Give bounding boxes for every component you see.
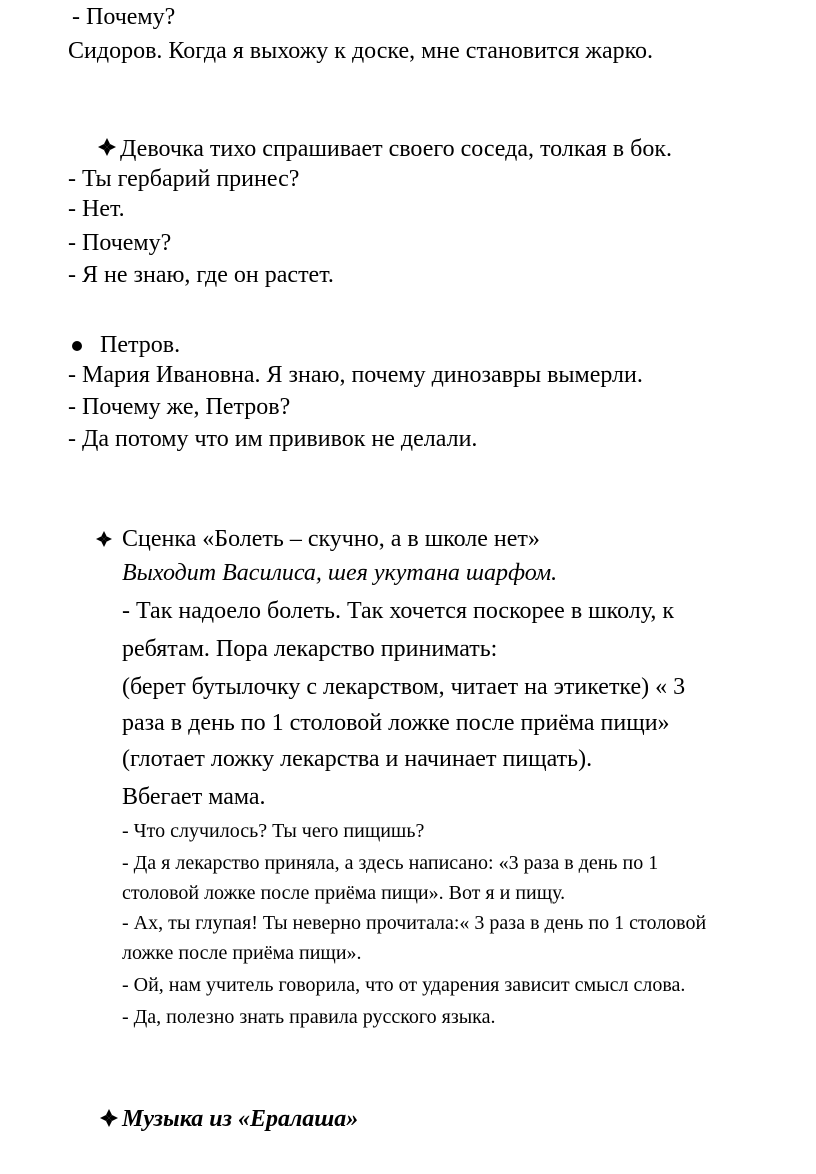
round-bullet-icon [72, 341, 82, 351]
dialogue-line-small: - Да, полезно знать правила русского языка. [122, 1006, 496, 1028]
diamond-bullet-icon [96, 531, 112, 547]
scene-heading: Петров. [100, 332, 181, 358]
stage-direction: Выходит Василиса, шея укутана шарфом. [122, 560, 558, 586]
dialogue-line: - Так надоело болеть. Так хочется поскорее в школу, к [122, 598, 674, 624]
dialogue-line: ребятам. Пора лекарство принимать: [122, 636, 498, 662]
dialogue-line-small: столовой ложке после приёма пищи». Вот я и пищу. [122, 882, 566, 904]
dialogue-line-small: - Что случилось? Ты чего пищишь? [122, 820, 425, 842]
dialogue-line: - Почему? [68, 230, 172, 256]
dialogue-line: - Я не знаю, где он растет. [68, 262, 334, 288]
dialogue-line: - Почему же, Петров? [68, 394, 291, 420]
dialogue-line-small: - Ой, нам учитель говорила, что от ударения зависит смысл слова. [122, 974, 686, 996]
dialogue-line: Сидоров. Когда я выхожу к доске, мне становится жарко. [68, 38, 654, 64]
scene-heading: Музыка из «Ералаша» [122, 1106, 359, 1132]
dialogue-line: (берет бутылочку с лекарством, читает на этикетке) « 3 [122, 674, 686, 700]
diamond-bullet-icon [100, 1109, 118, 1127]
dialogue-line-small: ложке после приёма пищи». [122, 942, 362, 964]
dialogue-line: - Нет. [68, 196, 125, 222]
dialogue-line-small: - Да я лекарство приняла, а здесь написано: «3 раза в день по 1 [122, 852, 659, 874]
dialogue-line: - Ты гербарий принес? [68, 166, 300, 192]
dialogue-line: (глотает ложку лекарства и начинает пищать). [122, 746, 593, 772]
scene-heading: Девочка тихо спрашивает своего соседа, толкая в бок. [120, 136, 673, 162]
dialogue-line-small: - Ах, ты глупая! Ты неверно прочитала:« 3 раза в день по 1 столовой [122, 912, 707, 934]
dialogue-line: - Да потому что им прививок не делали. [68, 426, 478, 452]
dialogue-line: раза в день по 1 столовой ложке после приёма пищи» [122, 710, 670, 736]
dialogue-line: Вбегает мама. [122, 784, 266, 810]
scene-heading: Сценка «Болеть – скучно, а в школе нет» [122, 526, 540, 552]
diamond-bullet-icon [98, 138, 116, 156]
dialogue-line: - Мария Ивановна. Я знаю, почему динозавры вымерли. [68, 362, 643, 388]
dialogue-line: - Почему? [72, 4, 176, 30]
